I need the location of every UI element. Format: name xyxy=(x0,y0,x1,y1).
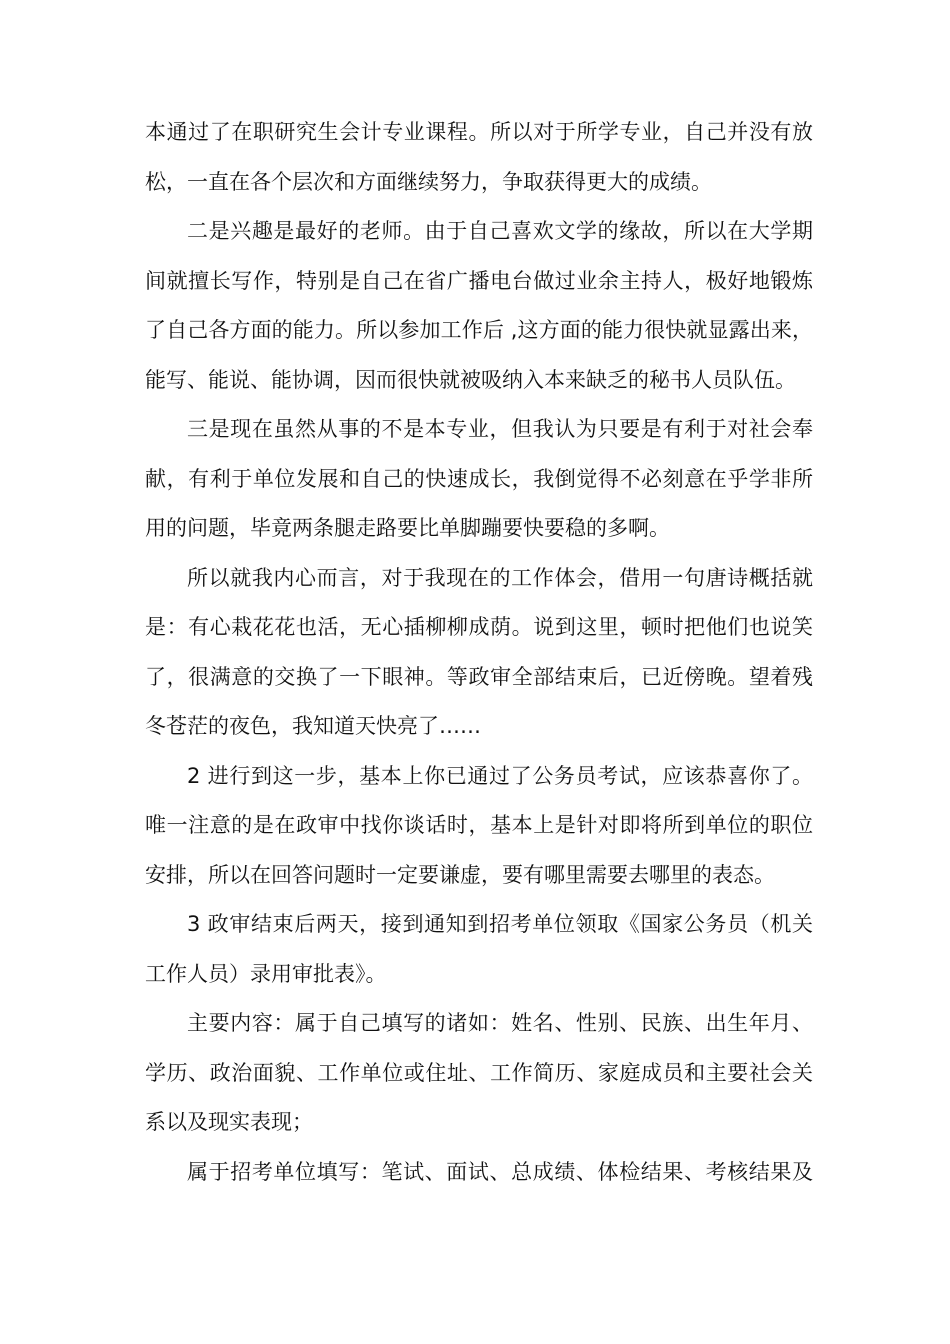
text-line: 二是兴趣是最好的老师。由于自己喜欢文学的缘故，所以在大学期 xyxy=(187,219,813,243)
text-line: 主要内容：属于自己填写的诸如：姓名、性别、民族、出生年月、 xyxy=(187,1011,813,1035)
text-line: 献，有利于单位发展和自己的快速成长，我倒觉得不必刻意在乎学非所 xyxy=(145,466,813,491)
text-line: 2 进行到这一步，基本上你已通过了公务员考试，应该恭喜你了。 xyxy=(187,763,813,788)
text-line: 工作人员）录用审批表》。 xyxy=(145,961,387,986)
text-line: 是：有心栽花花也活，无心插柳柳成荫。说到这里，顿时把他们也说笑 xyxy=(145,615,813,639)
text-line: 本通过了在职研究生会计专业课程。所以对于所学专业，自己并没有放 xyxy=(145,120,813,144)
text-line: 冬苍茫的夜色，我知道天快亮了…… xyxy=(145,714,481,738)
text-line: 松，一直在各个层次和方面继续努力，争取获得更大的成绩。 xyxy=(145,169,712,194)
text-line: 安排，所以在回答问题时一定要谦虚，要有哪里需要去哪里的表态。 xyxy=(145,862,775,887)
text-line: 所以就我内心而言，对于我现在的工作体会，借用一句唐诗概括就 xyxy=(187,565,813,590)
text-line: 属于招考单位填写：笔试、面试、总成绩、体检结果、考核结果及 xyxy=(187,1159,813,1184)
text-line: 了，很满意的交换了一下眼神。等政审全部结束后，已近傍晚。望着残 xyxy=(145,664,813,689)
text-line: 间就擅长写作，特别是自己在省广播电台做过业余主持人，极好地锻炼 xyxy=(145,268,813,293)
text-line: 了自己各方面的能力。所以参加工作后 ,这方面的能力很快就显露出来， xyxy=(145,318,813,342)
text-line: 能写、能说、能协调，因而很快就被吸纳入本来缺乏的秘书人员队伍。 xyxy=(145,367,796,392)
text-line: 唯一注意的是在政审中找你谈话时，基本上是针对即将所到单位的职位 xyxy=(145,813,813,837)
text-line: 系以及现实表现； xyxy=(145,1110,313,1134)
document-body xyxy=(145,108,813,1197)
text-line: 用的问题，毕竟两条腿走路要比单脚蹦要快要稳的多啊。 xyxy=(145,516,670,540)
text-line: 3 政审结束后两天，接到通知到招考单位领取《国家公务员（机关 xyxy=(187,912,813,936)
text-line: 三是现在虽然从事的不是本专业，但我认为只要是有利于对社会奉 xyxy=(187,417,813,441)
text-line: 学历、政治面貌、工作单位或住址、工作简历、家庭成员和主要社会关 xyxy=(145,1060,813,1085)
